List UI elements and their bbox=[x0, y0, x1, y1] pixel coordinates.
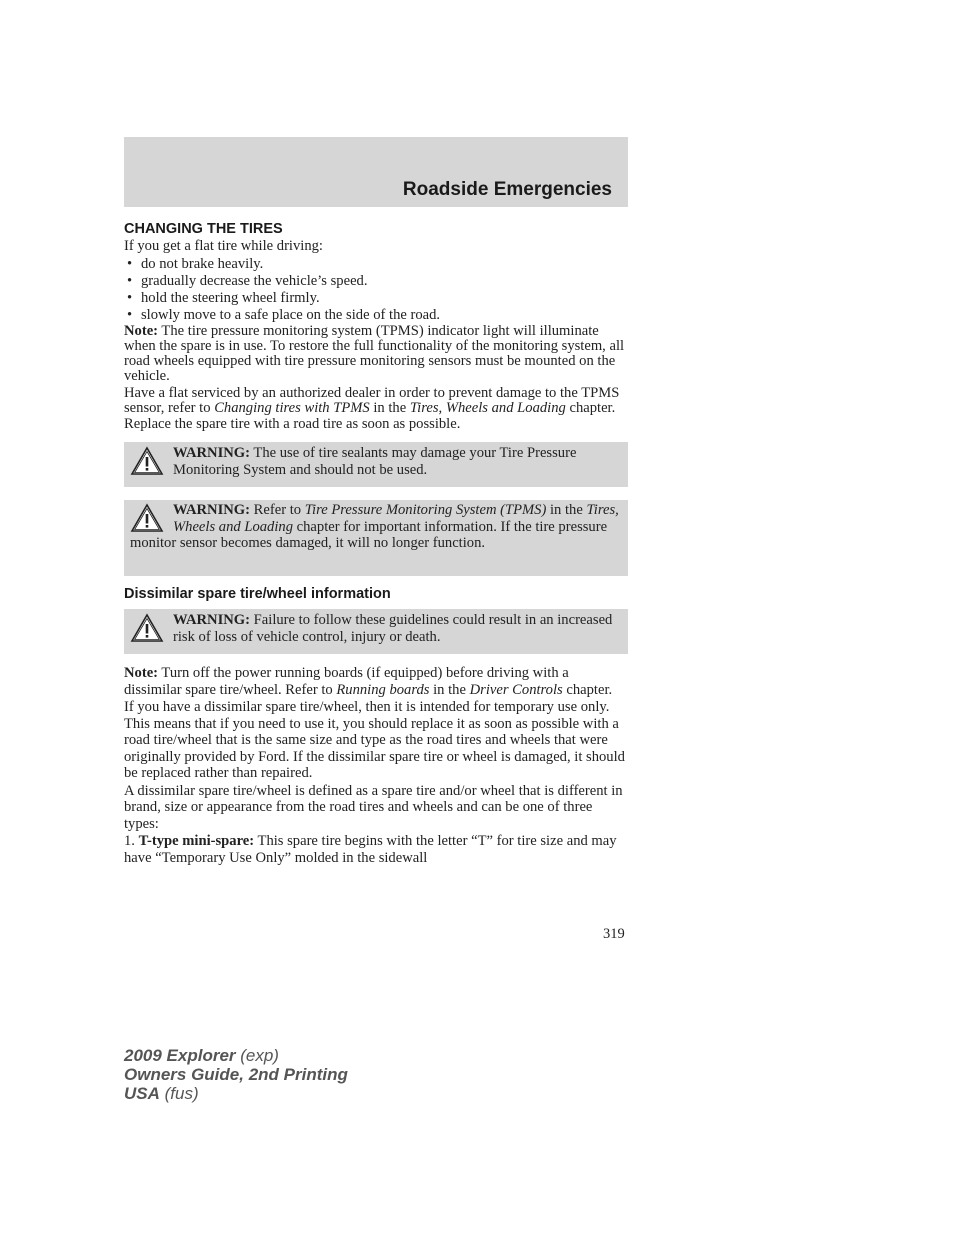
running-boards-note: Note: Turn off the power running boards (if equipped) before driving with a dissimilar spare tire/wheel. Refer to Running boards in the Driver Controls chapter. bbox=[124, 665, 613, 698]
page-content bbox=[124, 221, 628, 867]
warning-triangle-icon bbox=[130, 503, 164, 533]
section-heading-dissimilar-spare: Dissimilar spare tire/wheel information bbox=[124, 586, 391, 602]
chapter-title: Roadside Emergencies bbox=[402, 179, 612, 200]
list-item: • do not brake heavily. bbox=[127, 255, 264, 272]
list-item: • hold the steering wheel firmly. bbox=[127, 289, 320, 306]
flat-service-paragraph: Have a flat serviced by an authorized dealer in order to prevent damage to the TPMS sensor, refer to Changing tires with TPMS in the Tires, Wheels and Loading chapter. Replace the spare tire with a road tire as soon as possible. bbox=[124, 384, 620, 432]
page-number: 319 bbox=[603, 926, 625, 942]
list-item: • slowly move to a safe place on the side of the road. bbox=[127, 306, 441, 323]
bullet-icon: • bbox=[127, 272, 133, 289]
tpms-note: Note: The tire pressure monitoring system (TPMS) indicator light will illuminate when the spare is in use. To restore the full functionality of the monitoring system, all road wheels equipped with tire pressure monitoring sensors must be mounted on the vehicle. bbox=[124, 322, 625, 384]
bullet-icon: • bbox=[127, 289, 133, 306]
t-type-item: 1. T-type mini-spare: This spare tire begins with the letter “T” for tire size and may have “Temporary Use Only” molded in the sidewall bbox=[124, 833, 617, 866]
footer-imprint: 2009 Explorer (exp) Owners Guide, 2nd Printing USA (fus) bbox=[124, 1046, 348, 1103]
definition-paragraph: A dissimilar spare tire/wheel is defined as a spare tire and/or wheel that is different in brand, size or appearance from the road tires and wheels and can be one of three types: bbox=[124, 782, 623, 832]
warning-triangle-icon bbox=[130, 446, 164, 476]
bullet-list bbox=[124, 256, 628, 324]
warning-box-guidelines: WARNING: Failure to follow these guidelines could result in an increased risk of loss of vehicle control, injury or death. bbox=[124, 609, 628, 654]
temporary-use-paragraph: If you have a dissimilar spare tire/wheel, then it is intended for temporary use only. This means that if you need to use it, you should replace it as soon as possible with a road tire/wheel that is the same size and type as the road tires and wheels that were originally provided by Ford. If the dissimilar spare tire or wheel is damaged, it should be replaced rather than repaired. bbox=[124, 699, 625, 781]
warning-box-tpms: WARNING: Refer to Tire Pressure Monitoring System (TPMS) in the Tires, Wheels and Loading chapter for important information. If the tire pressure monitor sensor becomes damaged, it will no longer function. bbox=[124, 500, 628, 576]
list-item: • gradually decrease the vehicle’s speed. bbox=[127, 272, 368, 289]
bullet-icon: • bbox=[127, 255, 133, 272]
warning-box-sealants: WARNING: The use of tire sealants may damage your Tire Pressure Monitoring System and should not be used. bbox=[124, 442, 628, 487]
intro-text: If you get a flat tire while driving: bbox=[124, 238, 323, 254]
section-heading-changing-tires: CHANGING THE TIRES bbox=[124, 221, 283, 237]
warning-triangle-icon bbox=[130, 613, 164, 643]
bullet-icon: • bbox=[127, 306, 133, 323]
header-band bbox=[124, 137, 628, 207]
